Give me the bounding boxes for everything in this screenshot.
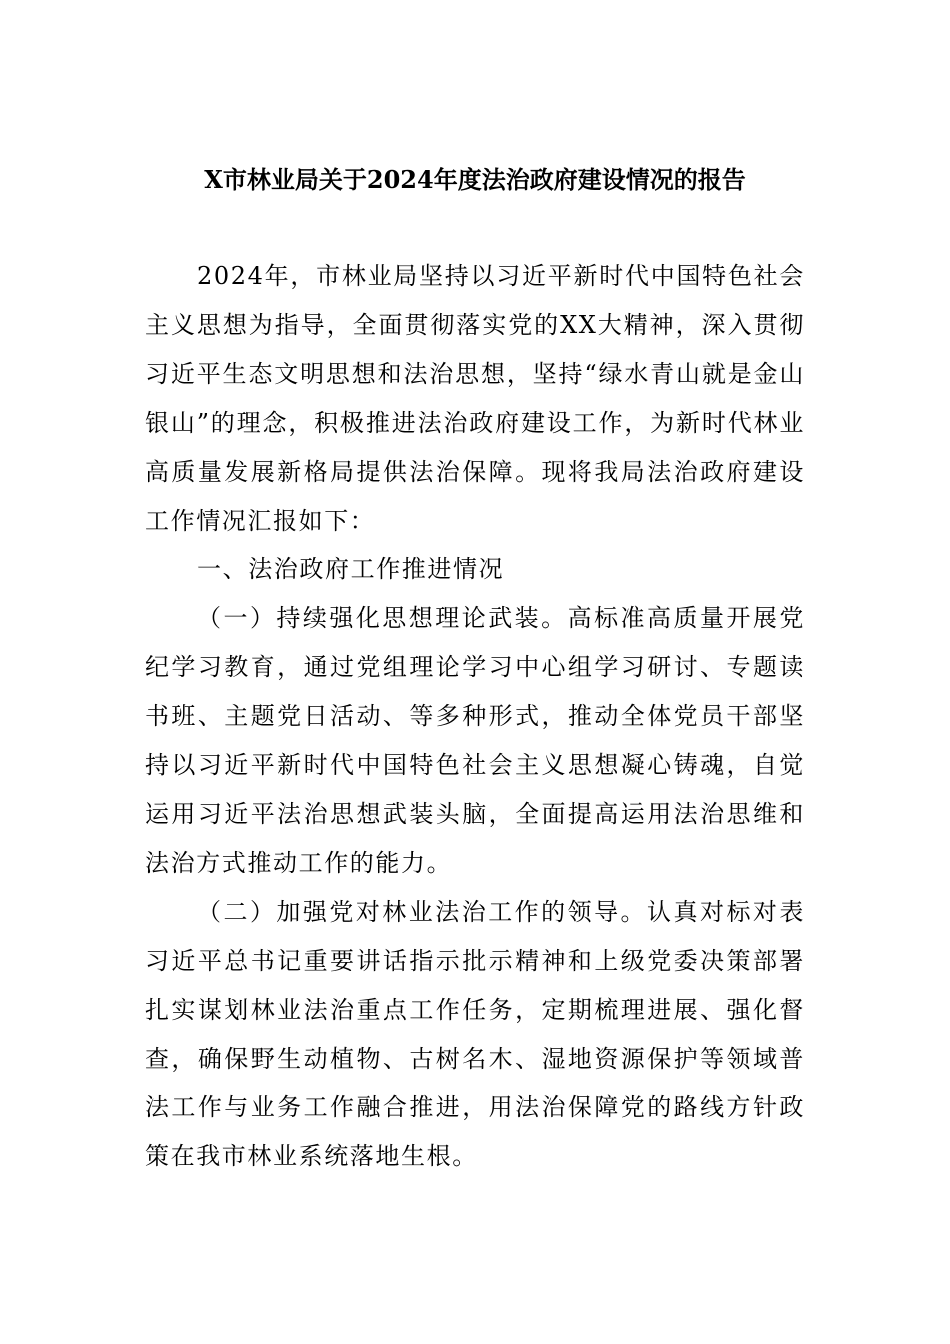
document-title: X市林业局关于2024年度法治政府建设情况的报告	[204, 165, 746, 194]
subsection-paragraph-2: （二）加强党对林业法治工作的领导。认真对标对表习近平总书记重要讲话指示批示精神和上级党委决策部署扎实谋划林业法治重点工作任务，定期梳理进展、强化督查，确保野生动植物、古树名木、湿地资源保护等领域普法工作与业务工作融合推进，用法治保障党的路线方针政策在我市林业系统落地生根。	[145, 897, 805, 1171]
document-body	[145, 252, 805, 1181]
subsection-paragraph-1: （一）持续强化思想理论武装。高标准高质量开展党纪学习教育，通过党组理论学习中心组学习研讨、专题读书班、主题党日活动、等多种形式，推动全体党员干部坚持以习近平新时代中国特色社会主义思想凝心铸魂，自觉运用习近平法治思想武装头脑，全面提高运用法治思维和法治方式推动工作的能力。	[145, 604, 805, 877]
section-heading-1: 一、法治政府工作推进情况	[197, 555, 505, 584]
intro-paragraph: 2024年，市林业局坚持以习近平新时代中国特色社会主义思想为指导，全面贯彻落实党的XX大精神，深入贯彻习近平生态文明思想和法治思想，坚持“绿水青山就是金山银山”的理念，积极推进法治政府建设工作，为新时代林业高质量发展新格局提供法治保障。现将我局法治政府建设工作情况汇报如下：	[145, 262, 805, 535]
